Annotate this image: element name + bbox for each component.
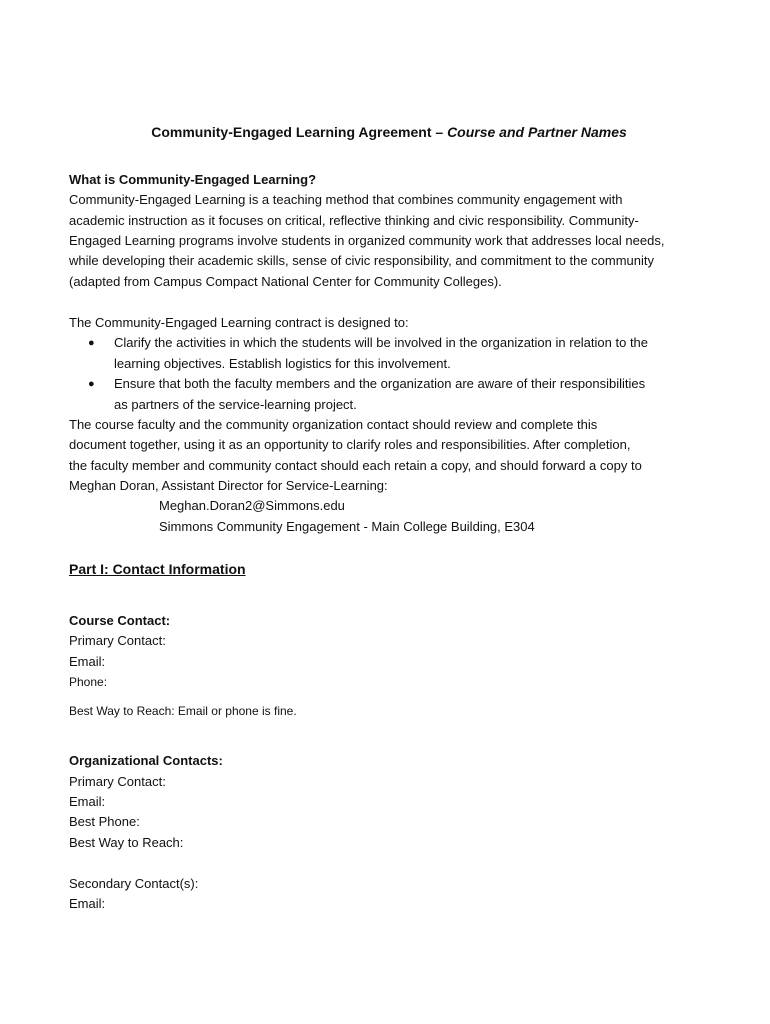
secondary-contact-label: Secondary Contact(s):	[69, 876, 199, 891]
intro-line: Community-Engaged Learning is a teaching method that combines community engagement with	[69, 192, 623, 207]
bullet-text: learning objectives. Establish logistics for this involvement.	[114, 356, 451, 371]
contract-paragraph-line: document together, using it as an opportunity to clarify roles and responsibilities. After completion,	[69, 437, 631, 452]
bullet-text: Ensure that both the faculty members and the organization are aware of their responsibilities	[114, 376, 646, 391]
bullet-marker: ●	[88, 378, 95, 390]
org-contacts-heading: Organizational Contacts:	[69, 753, 223, 768]
bullet-text: as partners of the service-learning project.	[114, 397, 357, 412]
intro-line: while developing their academic skills, sense of civic responsibility, and commitment to the community	[69, 253, 655, 268]
intro-line: Engaged Learning programs involve students in organized community work that addresses local needs,	[69, 233, 665, 248]
intro-line: academic instruction as it focuses on critical, reflective thinking and civic responsibility. Community-	[69, 213, 639, 228]
part1-heading: Part I: Contact Information	[69, 561, 246, 577]
title-main: Community-Engaged Learning Agreement –	[151, 124, 448, 140]
org-primary-contact-label: Primary Contact:	[69, 774, 166, 789]
org-best-way-label: Best Way to Reach:	[69, 835, 184, 850]
contract-paragraph-line: Meghan Doran, Assistant Director for Service-Learning:	[69, 478, 388, 493]
org-email-label: Email:	[69, 794, 106, 809]
bullet-text: Clarify the activities in which the students will be involved in the organization in relation to the	[114, 335, 649, 350]
bullet-marker: ●	[88, 337, 95, 349]
contact-email-link[interactable]: Meghan.Doran2@Simmons.edu	[159, 498, 345, 513]
course-primary-contact-label: Primary Contact:	[69, 633, 166, 648]
course-contact-heading: Course Contact:	[69, 613, 171, 628]
secondary-email-label: Email:	[69, 896, 106, 911]
contract-lead: The Community-Engaged Learning contract is designed to:	[69, 315, 409, 330]
office-location: Simmons Community Engagement - Main College Building, E304	[159, 519, 535, 534]
page-title	[69, 124, 709, 140]
org-best-phone-label: Best Phone:	[69, 814, 140, 829]
course-phone-label: Phone:	[69, 675, 108, 689]
course-best-way-label: Best Way to Reach: Email or phone is fine.	[69, 704, 297, 718]
contract-paragraph-line: The course faculty and the community organization contact should review and complete this	[69, 417, 598, 432]
title-italic: Course and Partner Names	[447, 124, 627, 140]
intro-line: (adapted from Campus Compact National Center for Community Colleges).	[69, 274, 502, 289]
course-email-label: Email:	[69, 654, 106, 669]
contract-paragraph-line: the faculty member and community contact should each retain a copy, and should forward a copy to	[69, 458, 642, 473]
intro-heading: What is Community-Engaged Learning?	[69, 172, 317, 187]
